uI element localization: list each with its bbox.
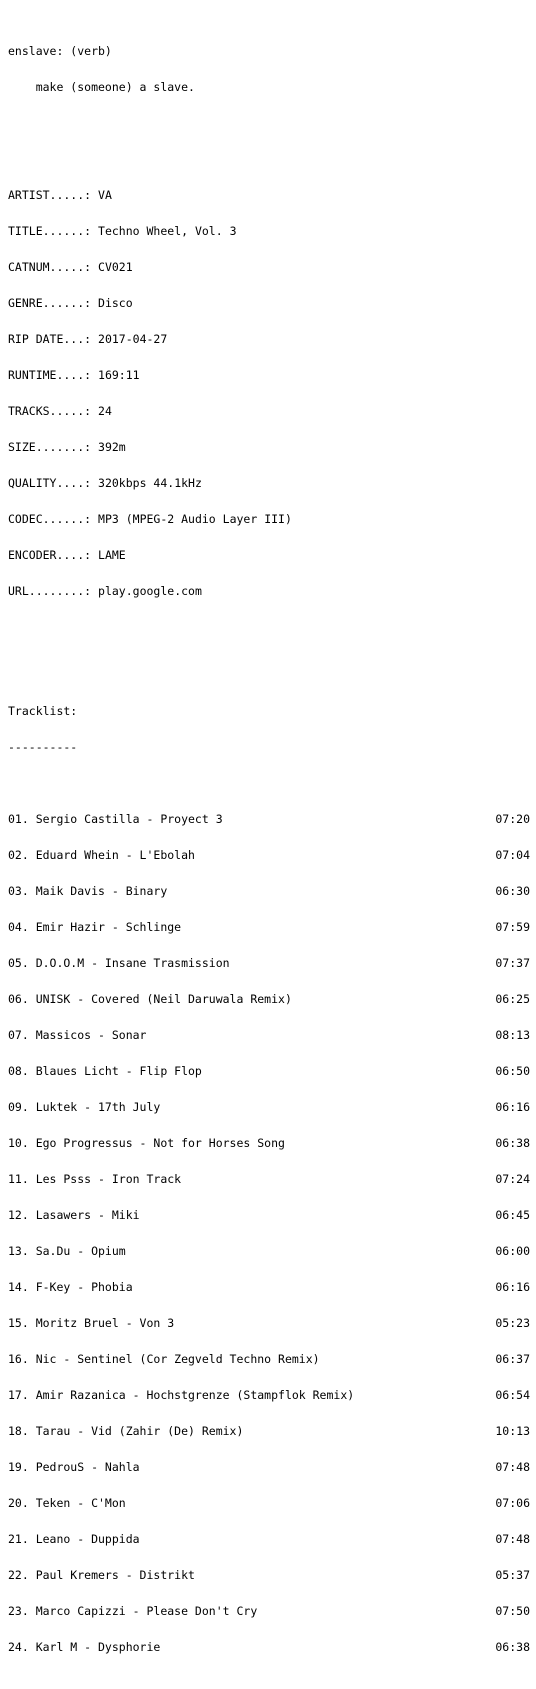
tracklist xyxy=(8,789,530,1677)
info-key: URL........: xyxy=(8,584,92,598)
tracklist-heading: Tracklist: xyxy=(8,704,78,718)
definition-meaning: make (someone) a slave. xyxy=(8,80,195,94)
info-value: Disco xyxy=(98,296,133,310)
track-title: 22. Paul Kremers - Distrikt xyxy=(8,1568,195,1582)
track-row xyxy=(8,1425,530,1437)
track-title: 01. Sergio Castilla - Proyect 3 xyxy=(8,812,223,826)
track-time: 06:37 xyxy=(495,1352,530,1366)
track-time: 06:38 xyxy=(495,1136,530,1150)
track-row xyxy=(8,1389,530,1401)
track-row xyxy=(8,1281,530,1293)
info-line-genre xyxy=(8,297,530,309)
track-title: 08. Blaues Licht - Flip Flop xyxy=(8,1064,202,1078)
info-key: CATNUM.....: xyxy=(8,260,92,274)
track-time: 07:59 xyxy=(495,920,530,934)
track-title: 06. UNISK - Covered (Neil Daruwala Remix) xyxy=(8,992,292,1006)
track-time: 06:30 xyxy=(495,884,530,898)
info-line-rip-date xyxy=(8,333,530,345)
track-title: 21. Leano - Duppida xyxy=(8,1532,140,1546)
info-key: ARTIST.....: xyxy=(8,188,92,202)
track-row xyxy=(8,1353,530,1365)
info-value: 392m xyxy=(98,440,126,454)
track-time: 07:50 xyxy=(495,1604,530,1618)
track-title: 02. Eduard Whein - L'Ebolah xyxy=(8,848,195,862)
info-value: 24 xyxy=(98,404,112,418)
track-row xyxy=(8,1173,530,1185)
track-row xyxy=(8,1641,530,1653)
tracklist-rule: ---------- xyxy=(8,740,78,754)
info-value: 320kbps 44.1kHz xyxy=(98,476,202,490)
track-row xyxy=(8,1533,530,1545)
definition-word: enslave: (verb) xyxy=(8,44,112,58)
track-time: 06:45 xyxy=(495,1208,530,1222)
blank-line xyxy=(8,117,530,129)
blank-line xyxy=(8,657,530,669)
info-value: VA xyxy=(98,188,112,202)
track-title: 07. Massicos - Sonar xyxy=(8,1028,147,1042)
track-title: 09. Luktek - 17th July xyxy=(8,1100,161,1114)
info-key: SIZE.......: xyxy=(8,440,92,454)
track-title: 19. PedrouS - Nahla xyxy=(8,1460,140,1474)
track-row xyxy=(8,1317,530,1329)
track-row xyxy=(8,813,530,825)
track-time: 07:06 xyxy=(495,1496,530,1510)
track-time: 06:54 xyxy=(495,1388,530,1402)
info-key: RIP DATE...: xyxy=(8,332,92,346)
track-row xyxy=(8,1497,530,1509)
track-row xyxy=(8,957,530,969)
track-time: 06:25 xyxy=(495,992,530,1006)
track-time: 06:38 xyxy=(495,1640,530,1654)
track-title: 24. Karl M - Dysphorie xyxy=(8,1640,161,1654)
track-time: 07:24 xyxy=(495,1172,530,1186)
info-value: LAME xyxy=(98,548,126,562)
info-key: CODEC......: xyxy=(8,512,92,526)
info-line-runtime xyxy=(8,369,530,381)
nfo-text-document xyxy=(8,21,530,1689)
track-title: 16. Nic - Sentinel (Cor Zegveld Techno Remix) xyxy=(8,1352,320,1366)
track-row xyxy=(8,885,530,897)
track-time: 08:13 xyxy=(495,1028,530,1042)
info-line-catnum xyxy=(8,261,530,273)
track-time: 07:48 xyxy=(495,1532,530,1546)
track-row xyxy=(8,1461,530,1473)
track-time: 07:20 xyxy=(495,812,530,826)
track-title: 18. Tarau - Vid (Zahir (De) Remix) xyxy=(8,1424,244,1438)
info-value: Techno Wheel, Vol. 3 xyxy=(98,224,237,238)
info-key: GENRE......: xyxy=(8,296,92,310)
track-title: 05. D.O.O.M - Insane Trasmission xyxy=(8,956,230,970)
track-title: 04. Emir Hazir - Schlinge xyxy=(8,920,182,934)
track-time: 06:50 xyxy=(495,1064,530,1078)
info-line-encoder xyxy=(8,549,530,561)
info-key: TRACKS.....: xyxy=(8,404,92,418)
info-value: MP3 (MPEG-2 Audio Layer III) xyxy=(98,512,292,526)
track-row xyxy=(8,1209,530,1221)
info-value: CV021 xyxy=(98,260,133,274)
info-line-title xyxy=(8,225,530,237)
track-time: 05:23 xyxy=(495,1316,530,1330)
track-row xyxy=(8,849,530,861)
track-title: 10. Ego Progressus - Not for Horses Song xyxy=(8,1136,285,1150)
track-row xyxy=(8,993,530,1005)
track-title: 17. Amir Razanica - Hochstgrenze (Stampflok Remix) xyxy=(8,1388,355,1402)
track-title: 12. Lasawers - Miki xyxy=(8,1208,140,1222)
info-line-tracks xyxy=(8,405,530,417)
info-line-quality xyxy=(8,477,530,489)
release-info-block xyxy=(8,165,530,621)
track-time: 07:37 xyxy=(495,956,530,970)
track-row xyxy=(8,1245,530,1257)
track-row xyxy=(8,921,530,933)
track-title: 23. Marco Capizzi - Please Don't Cry xyxy=(8,1604,258,1618)
info-line-codec xyxy=(8,513,530,525)
track-title: 14. F-Key - Phobia xyxy=(8,1280,133,1294)
info-value: 169:11 xyxy=(98,368,140,382)
info-line-size xyxy=(8,441,530,453)
track-row xyxy=(8,1029,530,1041)
track-title: 03. Maik Davis - Binary xyxy=(8,884,168,898)
track-row xyxy=(8,1065,530,1077)
info-key: RUNTIME....: xyxy=(8,368,92,382)
track-row xyxy=(8,1101,530,1113)
track-title: 20. Teken - C'Mon xyxy=(8,1496,126,1510)
track-time: 05:37 xyxy=(495,1568,530,1582)
track-title: 15. Moritz Bruel - Von 3 xyxy=(8,1316,175,1330)
info-value: 2017-04-27 xyxy=(98,332,168,346)
track-title: 11. Les Psss - Iron Track xyxy=(8,1172,182,1186)
info-key: QUALITY....: xyxy=(8,476,92,490)
info-line-artist xyxy=(8,189,530,201)
track-time: 07:04 xyxy=(495,848,530,862)
info-key: TITLE......: xyxy=(8,224,92,238)
track-title: 13. Sa.Du - Opium xyxy=(8,1244,126,1258)
track-row xyxy=(8,1569,530,1581)
track-row xyxy=(8,1605,530,1617)
info-key: ENCODER....: xyxy=(8,548,92,562)
track-row xyxy=(8,1137,530,1149)
track-time: 06:00 xyxy=(495,1244,530,1258)
info-line-url xyxy=(8,585,530,597)
track-time: 07:48 xyxy=(495,1460,530,1474)
track-time: 06:16 xyxy=(495,1100,530,1114)
info-value: play.google.com xyxy=(98,584,202,598)
track-time: 10:13 xyxy=(495,1424,530,1438)
track-time: 06:16 xyxy=(495,1280,530,1294)
